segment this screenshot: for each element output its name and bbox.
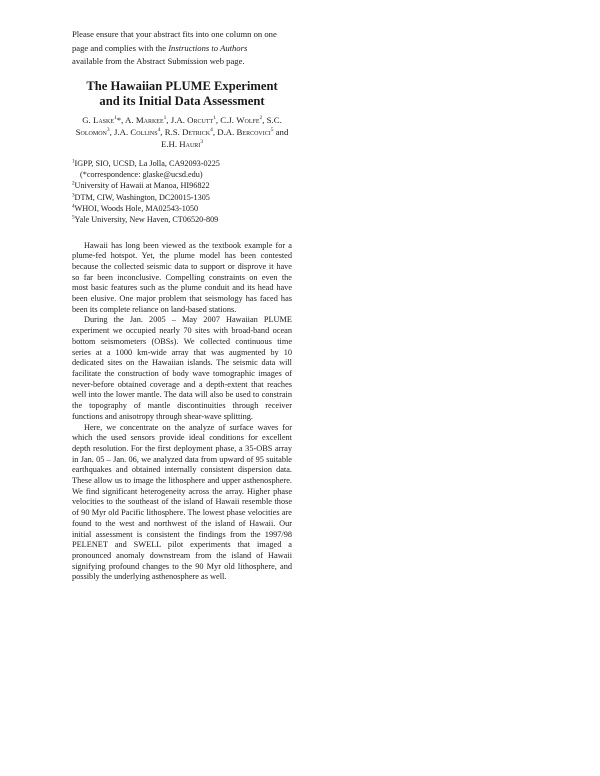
author-initials: A. [125,114,136,125]
affiliation-text: Yale University, New Haven, CT06520-809 [74,215,219,225]
instructions-to-authors-link: Instructions to Authors [168,42,248,53]
affiliation-item [72,203,292,214]
author-initials: R.S. [164,126,183,137]
abstract-body [72,241,292,584]
author-separator: , [109,126,114,137]
affiliation-text: (*correspondence: glaske@ucsd.edu) [80,170,203,180]
author-separator: , [215,114,221,125]
abstract-column [72,28,292,583]
abstract-paragraph: Hawaii has long been viewed as the textbook example for a plume-fed hotspot. Yet, the plume model has been contested because the collected seismic data to support or disprove it have so far been inconclusive. Compelling constraints on even the most basic features such as the plume conduit and its head have been elusive. One major problem that seismology has faced has been its complete reliance on land-based stations. [72,240,292,314]
author [114,127,160,137]
author [171,115,216,125]
author-affiliation-number: 3 [106,126,110,133]
submission-instructions [72,28,292,69]
affiliation-number: 3 [72,191,75,198]
affiliation-number: 1 [72,158,75,165]
author-separator: , [121,114,126,125]
affiliation-number: 2 [72,180,75,187]
author [161,139,203,149]
author-list [72,114,292,150]
author-affiliation-number: 3 [200,138,204,145]
affiliation-item [72,169,292,180]
author-initials: J.A. [170,114,188,125]
author-initials: D.A. [217,126,237,137]
author-initials: G. [82,114,93,125]
author-surname: Solomon [75,126,107,137]
author-affiliation-number: 4 [157,126,161,133]
author-affiliation-number: 5 [270,126,274,133]
author [165,127,213,137]
author-affiliation-number: 1 [213,114,216,121]
author-separator: and [273,126,289,137]
title-line-2: and its Initial Data Assessment [99,93,265,108]
affiliation-item [72,214,292,225]
author-initials: E.H. [160,138,180,149]
author-surname: Bercovici [236,126,271,137]
abstract-paragraph: Here, we concentrate on the analyze of surface waves for which the used sensors provide ideal conditions for excellent depth resolution. For the first deployment phase, a 35-OBS array in Jan. 05 – Jan. 06, we analyzed data from upward of 95 suitable earthquakes and obtained internally consistent dispersion data. These allow us to image the lithosphere and upper asthenosphere. We find significant heterogeneity across the array. Higher phase velocities to the southeast of the island of Hawaii resemble those of 90 Myr old Pacific lithosphere. The lowest phase velocities are found to the west and northwest of the island of Hawaii. Our initial assessment is consistent the findings from the 1997/98 PELENET and SWELL pilot experiments that imaged a pronounced anomaly downstream from the island of Hawaii signifying profound changes to the 90 Myr old lithosphere, and possibly the underlying asthenosphere as well. [72,422,292,582]
instructions-line-1: Please ensure that your abstract fits into one column on one [72,29,277,39]
author-affiliation-number: 4 [210,126,213,133]
affiliation-item [72,192,292,203]
abstract-paragraph: During the Jan. 2005 – May 2007 Hawaiian PLUME experiment we occupied nearly 70 sites with broad-band ocean bottom seismometers (OBSs). We collected continuous time series at a 1000 km-wide array that was augmented by 10 dedicated sites on the Hawaiian islands. The seismic data will facilitate the construction of body wave tomographic images of never-before obtained coverage and a depth-extent that reaches well into the lower mantle. The data will also be used to constrain the topography of mantle discontinuities through receiver functions and anisotropy through shear-wave splitting. [72,315,292,421]
author [82,115,121,125]
author [220,115,262,125]
author-surname: Laske [92,114,114,125]
author-separator: , [166,114,171,125]
corresponding-author-mark: * [116,114,122,125]
author-surname: Markee [135,114,164,125]
affiliation-text: IGPP, SIO, UCSD, La Jolla, CA92093-0225 [74,158,220,168]
author [125,115,166,125]
author-surname: Orcutt [187,114,214,125]
author-affiliation-number: 1 [114,114,117,121]
affiliation-list [72,158,292,226]
author-separator: , [212,126,218,137]
author-surname: Collins [130,126,158,137]
instructions-line-3: available from the Abstract Submission web page. [72,56,245,67]
author-separator: , [262,114,267,125]
author-initials: C.J. [220,114,237,125]
title-line-1: The Hawaiian PLUME Experiment [86,78,278,93]
affiliation-item [72,158,292,169]
author [217,127,273,137]
affiliation-text: DTM, CIW, Washington, DC20015-1305 [74,192,210,202]
author-affiliation-number: 1 [163,114,167,121]
author-affiliation-number: 2 [259,114,263,121]
author-initials: J.A. [114,126,131,137]
instructions-line-2: page and complies with the [72,42,169,53]
author-initials: S.C. [266,114,282,125]
affiliation-item [72,180,292,191]
affiliation-text: WHOI, Woods Hole, MA02543-1050 [74,203,199,213]
affiliation-number: 5 [72,214,75,221]
author-separator: , [160,126,165,137]
author-surname: Wolfe [236,114,260,125]
affiliation-text: University of Hawaii at Manoa, HI96822 [74,181,210,191]
affiliation-number: 4 [72,203,75,210]
paper-title [72,79,292,109]
author-surname: Hauri [179,138,201,149]
author-surname: Detrick [182,126,211,137]
